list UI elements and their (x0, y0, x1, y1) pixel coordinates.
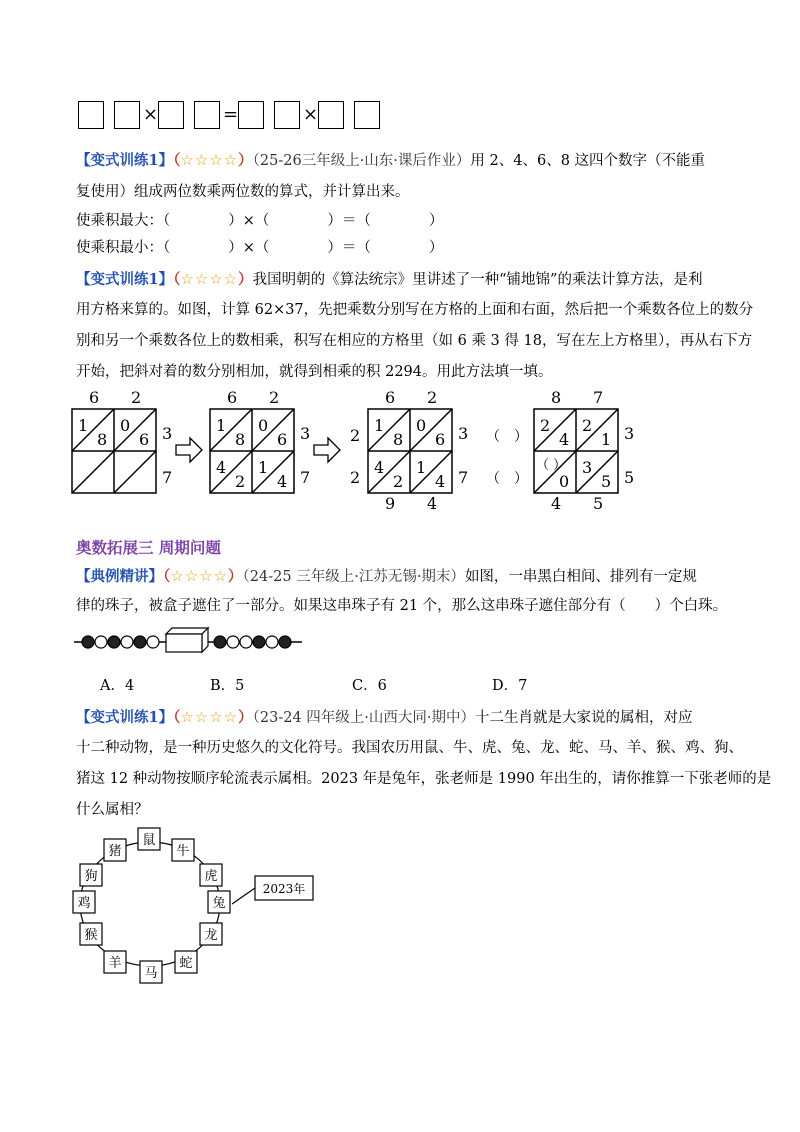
svg-text:0: 0 (258, 416, 269, 435)
section-title: 奥数拓展三 周期问题 (76, 538, 221, 557)
example-line2: 律的珠子，被盒子遮住了一部分。如果这串珠子有 21 个，那么这串珠子遮住部分有（ ）个白珠。 (76, 598, 728, 614)
times-sign: × (303, 104, 319, 125)
exercise-text: 用 2、4、6、8 这四个数字（不能重 (470, 153, 706, 169)
ex1-max-line: 使乘积最大：（ ）×（ ）＝（ ） (76, 213, 444, 229)
svg-text:3: 3 (458, 424, 469, 443)
svg-text:5: 5 (601, 472, 612, 491)
white-bead (95, 636, 107, 648)
option-d[interactable]: D．7 (492, 678, 528, 694)
right-arrow-icon (314, 438, 340, 462)
svg-text:2023年: 2023年 (262, 882, 306, 896)
svg-text:1: 1 (216, 416, 227, 435)
svg-text:龙: 龙 (204, 928, 218, 943)
svg-text:3: 3 (162, 424, 173, 443)
exercise-text: 我国明朝的《算法统宗》里讲述了一种“铺地锦”的乘法计算方法，是利 (252, 272, 703, 288)
black-bead (214, 636, 226, 648)
ex2-line2: 用方格来算的。如图，计算 62×37，先把乘数分别写在方格的上面和右面，然后把一个乘数各位上的数分 (76, 302, 754, 318)
svg-text:2: 2 (131, 388, 142, 407)
svg-text:4: 4 (216, 458, 227, 477)
ex1-line2: 复使用）组成两位数乘两位数的算式，并计算出来。 (76, 184, 410, 200)
white-bead (227, 636, 239, 648)
exercise-source: （25-26三年级上·山东·课后作业） (252, 153, 471, 169)
svg-text:5: 5 (624, 468, 635, 487)
svg-text:9: 9 (385, 494, 396, 513)
answer-box[interactable] (114, 101, 140, 129)
svg-text:6: 6 (227, 388, 238, 407)
svg-text:1: 1 (601, 430, 612, 449)
ex2-line4: 开始，把斜对着的数分别相加，就得到相乘的积 2294。用此方法填一填。 (76, 364, 553, 380)
exercise-source: （23-24 四年级上·山西大同·期中） (252, 710, 476, 726)
exercise-text: 十二生肖就是大家说的属相，对应 (475, 710, 693, 726)
svg-text:8: 8 (235, 430, 246, 449)
svg-text:2: 2 (269, 388, 280, 407)
svg-text:（ ）: （ ） (536, 458, 567, 473)
svg-text:4: 4 (374, 458, 385, 477)
difficulty-stars-icon: ☆☆☆☆ (170, 567, 229, 585)
exercise-tag: 【典例精讲】 (76, 568, 163, 585)
answer-box[interactable] (158, 101, 184, 129)
svg-text:4: 4 (559, 430, 570, 449)
black-bead (253, 636, 265, 648)
svg-text:7: 7 (593, 388, 604, 407)
svg-text:羊: 羊 (108, 956, 122, 971)
svg-text:4: 4 (551, 494, 562, 513)
svg-text:0: 0 (120, 416, 131, 435)
option-b[interactable]: B．5 (210, 678, 245, 694)
svg-text:3: 3 (300, 424, 311, 443)
answer-box[interactable] (194, 101, 220, 129)
answer-box[interactable] (78, 101, 104, 129)
svg-text:2: 2 (235, 472, 246, 491)
svg-text:4: 4 (277, 472, 288, 491)
answer-box[interactable] (354, 101, 380, 129)
svg-text:3: 3 (582, 458, 593, 477)
bead-string-figure (70, 622, 310, 662)
svg-text:猴: 猴 (84, 928, 98, 943)
black-bead (108, 636, 120, 648)
times-sign: × (143, 104, 159, 125)
svg-text:2: 2 (393, 472, 404, 491)
svg-text:5: 5 (593, 494, 604, 513)
cover-box (166, 628, 208, 652)
svg-text:1: 1 (258, 458, 269, 477)
option-a[interactable]: A．4 (100, 678, 135, 694)
svg-text:2: 2 (350, 468, 361, 487)
svg-text:虎: 虎 (204, 869, 218, 884)
svg-text:7: 7 (458, 468, 469, 487)
white-bead (121, 636, 133, 648)
svg-text:2: 2 (540, 416, 551, 435)
svg-text:6: 6 (385, 388, 396, 407)
svg-text:蛇: 蛇 (179, 956, 193, 971)
svg-text:2: 2 (582, 416, 593, 435)
ex3-line3: 猪这 12 种动物按顺序轮流表示属相。2023 年是兔年，张老师是 1990 年出生的，请你推算一下张老师的是 (76, 771, 772, 787)
svg-text:兔: 兔 (212, 896, 226, 911)
lattice-diagram (0, 385, 800, 515)
svg-text:7: 7 (300, 468, 311, 487)
exercise-text: 如图，一串黑白相间、排列有一定规 (464, 569, 697, 585)
exercise-source: （24-25 三年级上·江苏无锡·期末） (242, 569, 465, 585)
svg-text:6: 6 (277, 430, 288, 449)
equals-sign: = (223, 104, 239, 125)
svg-text:4: 4 (427, 494, 438, 513)
ex3-line4: 什么属相？ (76, 802, 149, 818)
answer-box[interactable] (238, 101, 264, 129)
svg-text:6: 6 (139, 430, 150, 449)
svg-text:8: 8 (393, 430, 404, 449)
svg-text:6: 6 (89, 388, 100, 407)
ex2-line3: 别和另一个乘数各位上的数相乘，积写在相应的方格里（如 6 乘 3 得 18，写在左上方格里），再从右下方 (76, 333, 753, 349)
svg-text:4: 4 (435, 472, 446, 491)
svg-text:3: 3 (624, 424, 635, 443)
svg-text:8: 8 (97, 430, 108, 449)
svg-text:鸡: 鸡 (77, 896, 91, 911)
svg-text:2: 2 (350, 426, 361, 445)
svg-text:猪: 猪 (108, 844, 122, 859)
svg-text:牛: 牛 (176, 844, 190, 859)
ex3-line1: 【变式训练1】（☆☆☆☆）（23-24 四年级上·山西大同·期中）十二生肖就是大家说的属相，对应 (76, 708, 693, 726)
black-bead (82, 636, 94, 648)
white-bead (147, 636, 159, 648)
ex2-line1: 【变式训练1】（☆☆☆☆）我国明朝的《算法统宗》里讲述了一种“铺地锦”的乘法计算方法，是利 (76, 270, 703, 288)
difficulty-stars-icon: ☆☆☆☆ (180, 270, 239, 288)
example-line1: 【典例精讲】（☆☆☆☆）（24-25 三年级上·江苏无锡·期末）如图，一串黑白相间、排列有一定规 (76, 567, 697, 585)
svg-text:马: 马 (144, 966, 158, 981)
black-bead (134, 636, 146, 648)
option-c[interactable]: C．6 (352, 678, 387, 694)
ex3-line2: 十二种动物，是一种历史悠久的文化符号。我国农历用鼠、牛、虎、兔、龙、蛇、马、羊、猴、鸡、狗、 (76, 740, 743, 756)
black-bead (279, 636, 291, 648)
ex1-min-line: 使乘积最小：（ ）×（ ）＝（ ） (76, 240, 444, 256)
svg-text:6: 6 (435, 430, 446, 449)
exercise-tag: 【变式训练1】 (76, 152, 174, 169)
svg-text:8: 8 (551, 388, 562, 407)
svg-text:2: 2 (427, 388, 438, 407)
svg-text:7: 7 (162, 468, 173, 487)
right-arrow-icon (176, 438, 202, 462)
zodiac-circle-diagram (60, 820, 380, 1000)
exercise-tag: 【变式训练1】 (76, 709, 174, 726)
svg-text:1: 1 (416, 458, 427, 477)
svg-text:（ ）: （ ） (486, 429, 528, 445)
difficulty-stars-icon: ☆☆☆☆ (180, 708, 239, 726)
answer-box[interactable] (274, 101, 300, 129)
difficulty-stars-icon: ☆☆☆☆ (180, 151, 239, 169)
white-bead (266, 636, 278, 648)
svg-text:狗: 狗 (84, 869, 98, 884)
svg-text:1: 1 (78, 416, 89, 435)
ex1-line1: 【变式训练1】（☆☆☆☆）（25-26三年级上·山东·课后作业）用 2、4、6、8 这四个数字（不能重 (76, 151, 706, 169)
svg-text:鼠: 鼠 (142, 833, 156, 848)
exercise-tag: 【变式训练1】 (76, 271, 174, 288)
white-bead (240, 636, 252, 648)
svg-text:0: 0 (416, 416, 427, 435)
svg-text:1: 1 (374, 416, 385, 435)
svg-text:0: 0 (559, 472, 570, 491)
svg-text:（ ）: （ ） (486, 471, 528, 487)
answer-box[interactable] (318, 101, 344, 129)
